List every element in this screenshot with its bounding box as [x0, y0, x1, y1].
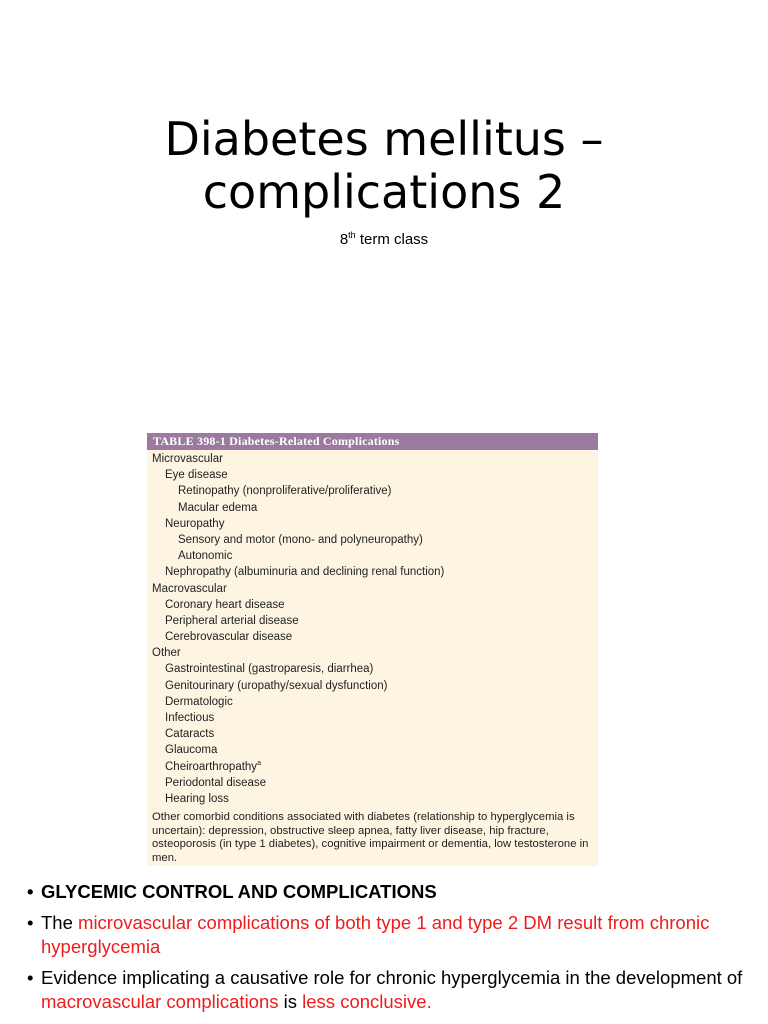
- table-row-text: Neuropathy: [165, 517, 225, 530]
- subtitle-number: 8: [339, 231, 349, 248]
- table-row: [147, 500, 598, 516]
- table-row: [147, 597, 598, 613]
- table-row-text: Hearing loss: [165, 792, 229, 805]
- table-row: [147, 694, 598, 710]
- table-row: [147, 548, 598, 564]
- table-row-text: Cheiroarthropathy: [165, 760, 258, 773]
- bullet-highlight: macrovascular complications: [41, 991, 279, 1012]
- table-row: [147, 451, 598, 467]
- table-row-text: Macular edema: [178, 501, 258, 514]
- table-row: [147, 564, 598, 580]
- table-row: [147, 759, 598, 775]
- bullet-item: • GLYCEMIC CONTROL AND COMPLICATIONS: [27, 880, 747, 904]
- table-row: [147, 775, 598, 791]
- bullet-text: is: [278, 991, 303, 1012]
- subtitle-superscript: th: [348, 230, 356, 240]
- table-row: [147, 581, 598, 597]
- table-row-text: Nephropathy (albuminuria and declining renal function): [165, 566, 445, 579]
- bullet-highlight: microvascular complications of both type 1 and type 2 DM result from chronic hyperglycemia: [41, 912, 710, 957]
- table-row-footnote-mark: a: [257, 759, 261, 767]
- table-row: [147, 516, 598, 532]
- bullet-item: [27, 911, 747, 959]
- table-row: [147, 710, 598, 726]
- table-row: [147, 726, 598, 742]
- bullet-text: The: [41, 912, 79, 933]
- slide-title: [0, 113, 768, 219]
- table-row: [147, 483, 598, 499]
- complications-table-figure: [147, 433, 598, 866]
- table-row-text: Sensory and motor (mono- and polyneuropathy): [178, 533, 423, 546]
- table-row: [147, 532, 598, 548]
- table-row-text: Microvascular: [152, 453, 223, 465]
- table-header: TABLE 398-1 Diabetes-Related Complications: [147, 433, 598, 450]
- subtitle-text: term class: [355, 231, 429, 248]
- bullet-list: [27, 880, 747, 1021]
- table-row-text: Periodontal disease: [165, 776, 267, 789]
- bullet-item: [27, 966, 747, 1014]
- table-row: [147, 678, 598, 694]
- title-line-2: complications 2: [202, 165, 566, 219]
- table-row: [147, 742, 598, 758]
- table-row-text: Dermatologic: [165, 695, 233, 708]
- bullet-text: Evidence implicating a causative role for chronic hyperglycemia in the development of: [41, 967, 743, 988]
- table-row: [147, 661, 598, 677]
- table-row-text: Autonomic: [178, 550, 233, 563]
- table-row-text: Other: [152, 647, 181, 660]
- table-row: [147, 467, 598, 483]
- table-rows: [147, 450, 598, 807]
- table-row-text: Peripheral arterial disease: [165, 614, 299, 627]
- table-row-text: Genitourinary (uropathy/sexual dysfunction): [165, 679, 388, 692]
- table-row-text: Cataracts: [165, 728, 215, 741]
- table-footnote: Other comorbid conditions associated with diabetes (relationship to hyperglycemia is uncertain): depression, obstructive sleep apnea, fatty liver disease, hip fracture, osteoporosis (in type 1 diabetes), cognitive impairment or dementia, low testosterone in men.: [152, 811, 589, 864]
- table-row-text: Infectious: [165, 712, 215, 724]
- table-row: [147, 613, 598, 629]
- title-line-1: Diabetes mellitus –: [164, 112, 604, 166]
- table-row-text: Glaucoma: [165, 744, 218, 757]
- table-row-text: Eye disease: [165, 469, 228, 482]
- slide-subtitle: [0, 230, 768, 248]
- table-row-text: Cerebrovascular disease: [165, 631, 293, 644]
- bullet-highlight: less conclusive.: [302, 991, 432, 1012]
- table-row-text: Coronary heart disease: [165, 598, 285, 611]
- table-row-text: Retinopathy (nonproliferative/proliferative): [178, 485, 392, 498]
- table-row: [147, 629, 598, 645]
- table-row: [147, 645, 598, 661]
- table-row-text: Macrovascular: [152, 582, 227, 595]
- table-row-text: Gastrointestinal (gastroparesis, diarrhea): [165, 663, 374, 676]
- table-row: [147, 791, 598, 807]
